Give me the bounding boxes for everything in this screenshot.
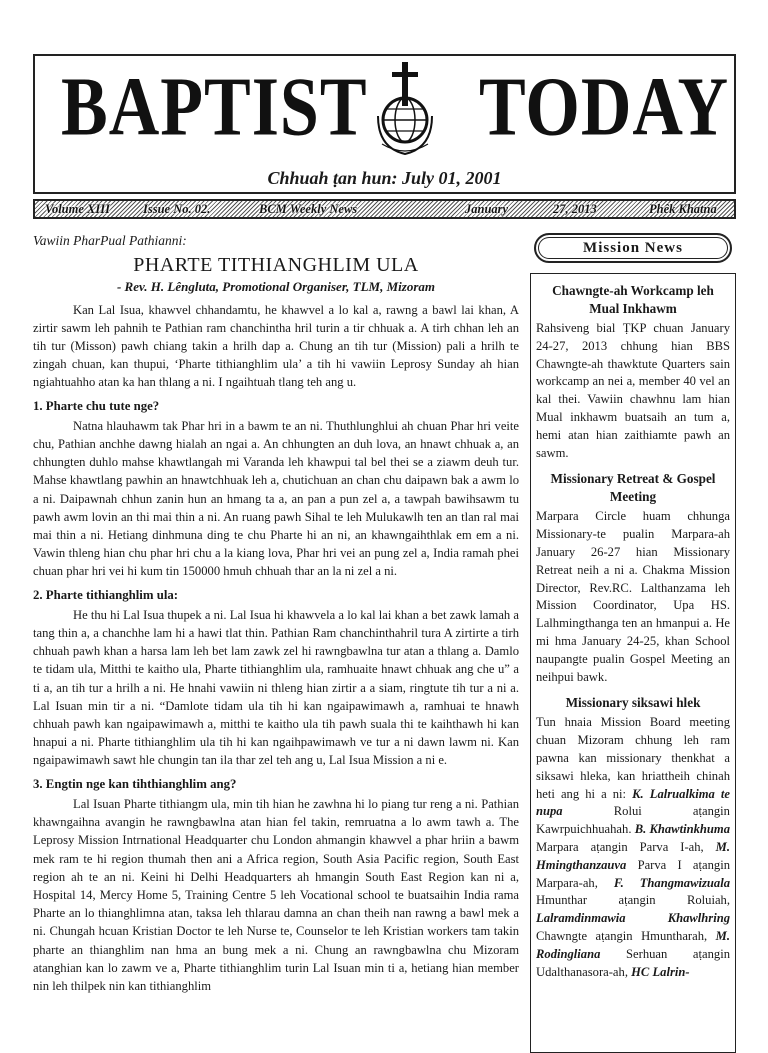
section-heading-2: 2. Pharte tithianghlim ula: xyxy=(33,587,179,602)
missionary-move: Chawngte aṭangin Hmuntharah, xyxy=(536,928,708,943)
article-intro: Kan Lal Isua, khawvel chhandamtu, he khawvel a lo kal a, rawng a bawl lai khan, A zirtir sawm leh pahnih te Pathian ram chanchintha hril turin a tir chhuak a. A tirh chhan leh an tih tur (Misson) pawh chiang takin a hrilh dap a. Chung an tih tur (Mission) pali a hrilh te zingah chuan, kan thupui, ‘Pharte tithianghlim ula’ a tih hi vawiin Leprosy Sunday ah hian ngiahtuahho atan ka han thlang a ni. I ngaihtuah tlang teh ang u. xyxy=(33,302,519,390)
missionary-move: Marpara aṭangin Parva I-ah, xyxy=(536,839,704,854)
article-title: PHARTE TITHIANGHLIM ULA xyxy=(133,254,419,277)
missionary-name: HC Lalrin- xyxy=(631,964,690,979)
missionary-name: F. Thangmawizuala xyxy=(613,875,730,890)
missionary-move: Hmunthar aṭangin Roluiah, xyxy=(536,893,730,908)
mission-news-heading: Mission News xyxy=(583,239,683,256)
series-label: BCM Weekly News xyxy=(259,202,358,216)
missionary-name: Lalramdinmawia Khawlhring xyxy=(536,911,730,926)
news-item-title: Missionary siksawi hlek xyxy=(565,695,701,711)
section-paragraph-3: Lal Isuan Pharte tithiangm ula, min tih hian he zawhna hi lo piang tur reng a ni. Pathian khawngaihna avangin he rawngbawlna atan hian fel takin, remruatna a lo awm tawh a. The Leprosy Mission Intrnational Headquarter chu London ahmangin khawvel a phar hriin a bawm mek ram te hi region thumah then ani a Africa region, South Asia Pacific region, South East region ah te an ni. Keini hi Delhi Headquarters ah hmangin South East Region kan ni a, Hospital 14, Mercy Home 5, Training Centre 5 leh Vocational school te buatsaihin India rama Pharte an lo thianghlimna atan, taksa leh thlarau damna an chan theih nan rawng a bawl mek a ni. Chungah hcuan Kristian Doctor te leh Nurse te, Counselor te leh Kristian workers tam takin pharte an thianghlim nan hma an bung mek a ni. Chung an rawngbawlna chu Mizoram atanghian kan lo zawm ve a, Pharte tithianghlim turin Lal Isuan min ti a, hetiang hian member nin leh thilpek nin kan tithianghlim xyxy=(33,796,519,993)
mission-news-badge xyxy=(534,233,732,263)
article-byline: - Rev. H. Lêngluta, Promotional Organiser, TLM, Mizoram xyxy=(116,279,436,295)
missionary-move: Rolui aṭangin Kawrpuichhuahah. xyxy=(536,804,730,837)
page-label: Phêk Khatna xyxy=(649,202,717,216)
news-item-title: Chawngte-ah Workcamp leh Mual Inkhawm xyxy=(552,283,714,316)
mission-news-column xyxy=(530,233,736,1053)
church-cross-globe-logo xyxy=(372,58,438,168)
news-item-title: Missionary Retreat & Gospel Meeting xyxy=(550,471,716,505)
transfer-list xyxy=(536,714,730,981)
mission-news-box xyxy=(530,273,736,1053)
news-item-body: Rahsiveng bial ṬKP chuan January 24-27, 2013 chhung hian BBS Chawngte-ah thawktute Quarters sain workcamp an nei a, member 40 vel an kal thei. Vawiin chawhnu lam hian Mual inkhawm buatsaih an tum a, hemi atan hian zaithiamte pawh an sawm. xyxy=(536,321,730,460)
section-heading-1: 1. Pharte chu tute nge? xyxy=(33,398,160,413)
section-paragraph-2: He thu hi Lal Isua thupek a ni. Lal Isua hi khawvela a lo kal lai khan a bet zawk lamah a tang thin a, a chanchhe lam hi a hawi tlat thin. Pathian Ram chanchinthahril tura A zirtirte a tirh chhuah pawh khan a harsa lam leh bet lam zawk zel hi rawngbawlna tur atan a thlang a. Damlo te tidam ula, Mitthi te kaitho ula, Pharte tithianghlim ula, ramhuaite hnawt chhuak ang che u” a ti a, an tih tur a hrilh a ni. He hnahi vawiin ni thleng hian zirtir a a siam, ringtute tih tur a ni a. Lal Isuan min tir a ni. “Damlote tidam ula tih hi kan ngaipawimawh a, ramhuai te hnawh chhuah pawh kan ngaipawimawh a, mitthi te kaitho ula tih pawh suala thi te kaihthawh hi kan hnapui a ni. Pharte tithianghlim ula tih hi kan ngaihpawimawh ve tur a ni dawn lawm ni. Kan ngaipawimawh sawt hle chungin tan ila thar zel teh ang u, Lal Isua Mission a ni e. xyxy=(33,607,519,768)
main-article xyxy=(33,232,519,997)
day-label: 27, 2013 xyxy=(553,202,597,216)
masthead-title-left: BAPTIST xyxy=(61,61,368,154)
missionary-name: B. Khawtinkhuma xyxy=(634,822,730,837)
month-label: January xyxy=(465,202,509,216)
missionary-move: Parva I aṭangin Marpara-ah, xyxy=(536,857,731,890)
masthead xyxy=(33,54,736,194)
news-item-body: Marpara Circle huam chhunga Missionary-te pualin Marpara-ah January 26-27 hian Missionary Retreat neih a ni a. Chakma Mission Director, Rev.RC. Lalthanzama leh Mission Coordinator, Upa HS. Lalhmingthanga ten an hmanpui a. He mi hma January 24-25, khan School naupangte pualin Gospel Meeting an neihpui bawk. xyxy=(536,509,730,684)
volume-label: Volume XIII xyxy=(45,202,110,216)
missionary-name: M. Hmingthanzauva xyxy=(536,839,730,872)
section-heading-3: 3. Engtin nge kan tihthianghlim ang? xyxy=(33,776,237,791)
issue-info-bar xyxy=(33,199,736,219)
missionary-move: Serhuan aṭangin Udalthanasora-ah, xyxy=(536,946,730,979)
section-paragraph-1: Natna hlauhawm tak Phar hri in a bawm te an ni. Thuthlunghlui ah chuan Phar hri veite chu, Pathian anchhe dawng hialah an ngai a. An chhungten an duh lova, an hnawt chhuak a, an chhungten duhlo mahse khawtlangah mi Varanda leh khawpui tal bel thei se a ziawm deuh tur. Mahse khawtlang pawhin an hnawtchhuak leh a, chutichuan an chan chu daipawn bak a awm lo a ni. Daipawnah chhun zanin hun an hmang ta a, an pan a pun zel a, a tawpah bawihsawm tu pawh awm lovin an thi mai thin a ni. An ruang pawh Sihal te leh Mulukawlh ten an tlan ral mai mai thin a ni. Hetiang dinhmuna ding te chu Pharte hi an ni, an khawngaihthlak em em a ni. Vawin thleng hian chu phar hri chu a la kiang lova, Phar hri vei an pung zel a, India ramah phei chuan phar hri vei hi kum tin 150000 hmuh chhuah thar an la ni zel a ni. xyxy=(33,418,519,579)
missionary-name: M. Rodingliana xyxy=(536,928,730,961)
transfer-intro: Tun hnaia Mission Board meeting chuan Mizoram chhung leh ram pawna kan missionary thenkhat a siksawi hleka, kan hriattheih chinah heti ang hi a ni: xyxy=(536,715,730,801)
dateline: Chhuah ṭan hun: July 01, 2001 xyxy=(267,168,502,188)
missionary-name: K. Lalrualkima te nupa xyxy=(536,786,731,819)
article-kicker: Vawiin PharPual Pathianni: xyxy=(33,233,187,248)
issue-label: Issue No. 02. xyxy=(143,202,211,216)
masthead-title-right: TODAY xyxy=(479,61,730,154)
